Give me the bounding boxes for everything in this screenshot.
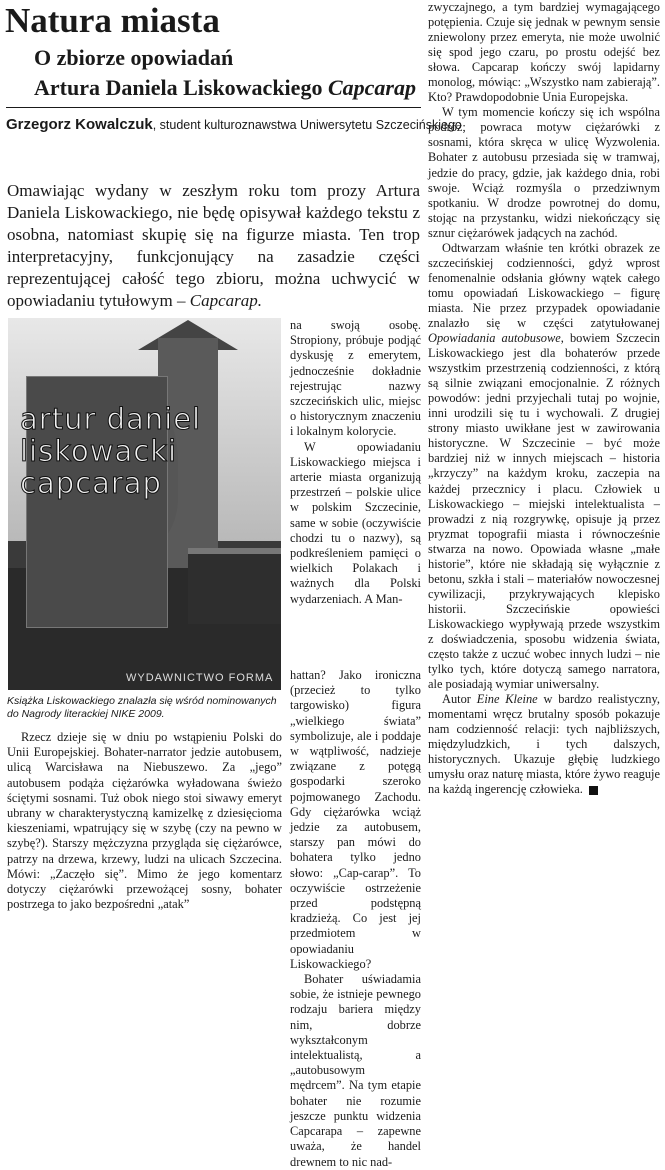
paragraph: Bohater uświadamia sobie, że istnieje pewnego rodzaju bariera między nim, dobrze wykształconym intelektualistą, a „autobusowym mędrcem”. Na tym etapie bohater nie rozumie jeszcze punktu widzenia Capcarapa – zapewne uważa, że handel drewnem to nic nad- [290, 972, 421, 1169]
subtitle-book-title: Capcarap [327, 75, 416, 100]
paragraph [428, 692, 660, 797]
lead-paragraph [7, 180, 420, 312]
paragraph: zwyczajnego, a tym bardziej wymagającego potępienia. Czuje się jednak w pewnym sensie zniewolony przez emeryta, nie może uwolnić się spod jego czaru, po prostu odejść bez słowa. Capcarap kończy swój lapidarny monolog, mówiąc: „Wszystko nam zabierają”. Kto? Prawdopodobnie Unia Europejska. [428, 0, 660, 105]
paragraph: W tym momencie kończy się ich wspólna podróż; powraca motyw ciężarówki z sosnami, która skręca w ulicę Wyzwolenia. Bohater z autobusu przesiada się w tramwaj, jedzie do pracy, gdzie, jak każdego dnia, robi swoje. Wciąż rozmyśla o przedziwnym spotkaniu. W drodze powrotnej do domu, stojąc na przystanku, widzi niekończący się sznur ciężarówek jadących na zachód. [428, 105, 660, 240]
photo-caption: Książka Liskowackiego znalazła się wśród nominowanych do Nagrody literackiej NIKE 2009. [7, 695, 277, 720]
cover-publisher: WYDAWNICTWO FORMA [126, 672, 274, 684]
cover-title-line: artur daniel [20, 402, 202, 436]
paragraph: Rzecz dzieje się w dniu po wstąpieniu Polski do Unii Europejskiej. Bohater-narrator jedzie autobusem, ulicą Warcisława na Niebuszewo. Za „jego” autobusem podąża ciężarówka wyładowana świeżo ściętymi sosnami. Tuż obok niego stoi siwawy emeryt ubrany w charakterystyczną kamizelkę z dziesięcioma kieszeniami, wpatrujący się w szybę (czy na pewno w szybę?). Starszy mężczyzna przygląda się ciężarówce, patrzy na drzewa, krzewy, ludzi na ulicach Szczecina. Mówi: „Zaczęło się”. Mimo że jego komentarz dotyczy ciężarówki przewożącej sosny, bohater postrzega to jako bezpośredni „atak” [7, 730, 282, 912]
cover-title-line: capcarap [20, 466, 162, 500]
paragraph: na swoją osobę. Stropiony, próbuje podjąć dyskusję z emerytem, jednocześnie dokładnie rejestrując nazwy szczecińskich ulic, miejsc o historycznym znaczeniu i lokalnym kolorycie. [290, 318, 421, 439]
lead-text: Omawiając wydany w zeszłym roku tom prozy Artura Daniela Liskowackiego, nie będę opisywał każdego tekstu z osobna, natomiast skupię się na figurze miasta. Ten trop interpretacyjny, funkcjonujący na zasadzie części reprezentującej całość tego zbioru, można uchwycić w opowiadaniu tytułowym – [7, 181, 420, 310]
subtitle-line-2 [34, 73, 416, 103]
cover-bus [188, 548, 281, 624]
author-name: Grzegorz Kowalczuk [6, 116, 153, 133]
text-run: Odtwarzam właśnie ten krótki obrazek ze szczecińskiej codzienności, gdyż wprost fenomenalnie odsłania główny wątek całego tomu opowiadań Liskowackiego – figurę miasta. Nie przez przypadek opowiadanie znalazło się w części zatytułowanej [428, 240, 660, 330]
cover-title-line: liskowacki [20, 434, 178, 468]
column-middle-bottom [290, 668, 421, 1170]
text-run: , bowiem Szczecin Liskowackiego jest dla bohaterów przede wszystkim przestrzenią codzienności, z którą są silnie związani emocjonalnie. Z różnych powodów: jedni przyjechali tutaj po wojnie, inni urodzili się tu i wychowali. Z drugiej strony miasto uwikłane jest w zawirowania historyczne. W Szczecinie – być może bardziej niż w innych miejscach – historia „krzyczy” na każdym kroku, zaczepia na każdej przecznicy i placu. Człowiek u Liskowackiego – miejski intelektualista – prowadzi z nią rozgrywkę, opisuje ją przez pryzmat topografii miasta i równocześnie stwarza na nowo. Opowiada własne „małe historie”, które nie składają się wyłącznie z betonu, szkła i stali – materiałów nowoczesnej cywilizacji, przykrywających klepisko historii. Szczecińskie opowieści Liskowackiego wypływają przede wszystkim z doświadczenia, sposobu widzenia świata, często także z uczuć wobec innych ludzi – nie tylko tych, które dotyczą samego narratora, ale posiadają wymiar uniwersalny. [428, 331, 660, 692]
column-left-bottom [7, 730, 282, 912]
paragraph: W opowiadaniu Liskowackiego miejsca i arterie miasta organizują przestrzeń – polskie ulice w polskim Szczecinie, same w sobie (oczywiście chodzi tu o nazwy), są podkreśleniem pamięci o wielkich Polakach i ważnych dla Polski wydarzeniach. A Man- [290, 439, 421, 606]
subtitle-author: Artura Daniela Liskowackiego [34, 75, 328, 100]
book-cover-photo [8, 318, 281, 690]
text-run: Autor [442, 692, 477, 707]
end-of-article-mark [589, 786, 598, 795]
column-beside-photo [290, 318, 421, 607]
article-subtitle [34, 43, 416, 103]
article-title: Natura miasta [5, 1, 220, 40]
lead-book-title: Capcarap. [189, 291, 262, 310]
subtitle-line-1: O zbiorze opowiadań [34, 45, 234, 70]
paragraph: hattan? Jako ironiczna (przecież to tylko targowisko) figura „wielkiego świata” symbolizuje, ale i poddaje w wątpliwość, nadzieje związane z potęgą gospodarki szeroko pojmowanego Zachodu. Gdy ciężarówka wciąż jedzie za autobusem, starszy pan mówi do bohatera tylko jedno słowo: „Cap-carap”. To oczywiście ostrzeżenie przed podstępną kradzieżą. Co jest jej przedmiotem w opowiadaniu Liskowackiego? [290, 668, 421, 971]
text-run: w bardzo realistyczny, momentami wręcz brutalny sposób pokazuje nam codzienność relacji: tych najbliższych, międzyludzkich, i tych dalszych, historycznych. Ukazuje głębię ludzkiego umysłu oraz naturę miasta, które żywo reaguje na każdą ingerencję człowieka. [428, 692, 660, 797]
text-run-italic: Opowiadania autobusowe [428, 331, 561, 346]
text-run-italic: Eine Kleine [476, 692, 538, 707]
paragraph [428, 241, 660, 692]
byline [6, 107, 462, 133]
column-right [428, 0, 660, 797]
author-affiliation: , student kulturoznawstwa Uniwersytetu Szczecińskiego [152, 118, 462, 132]
